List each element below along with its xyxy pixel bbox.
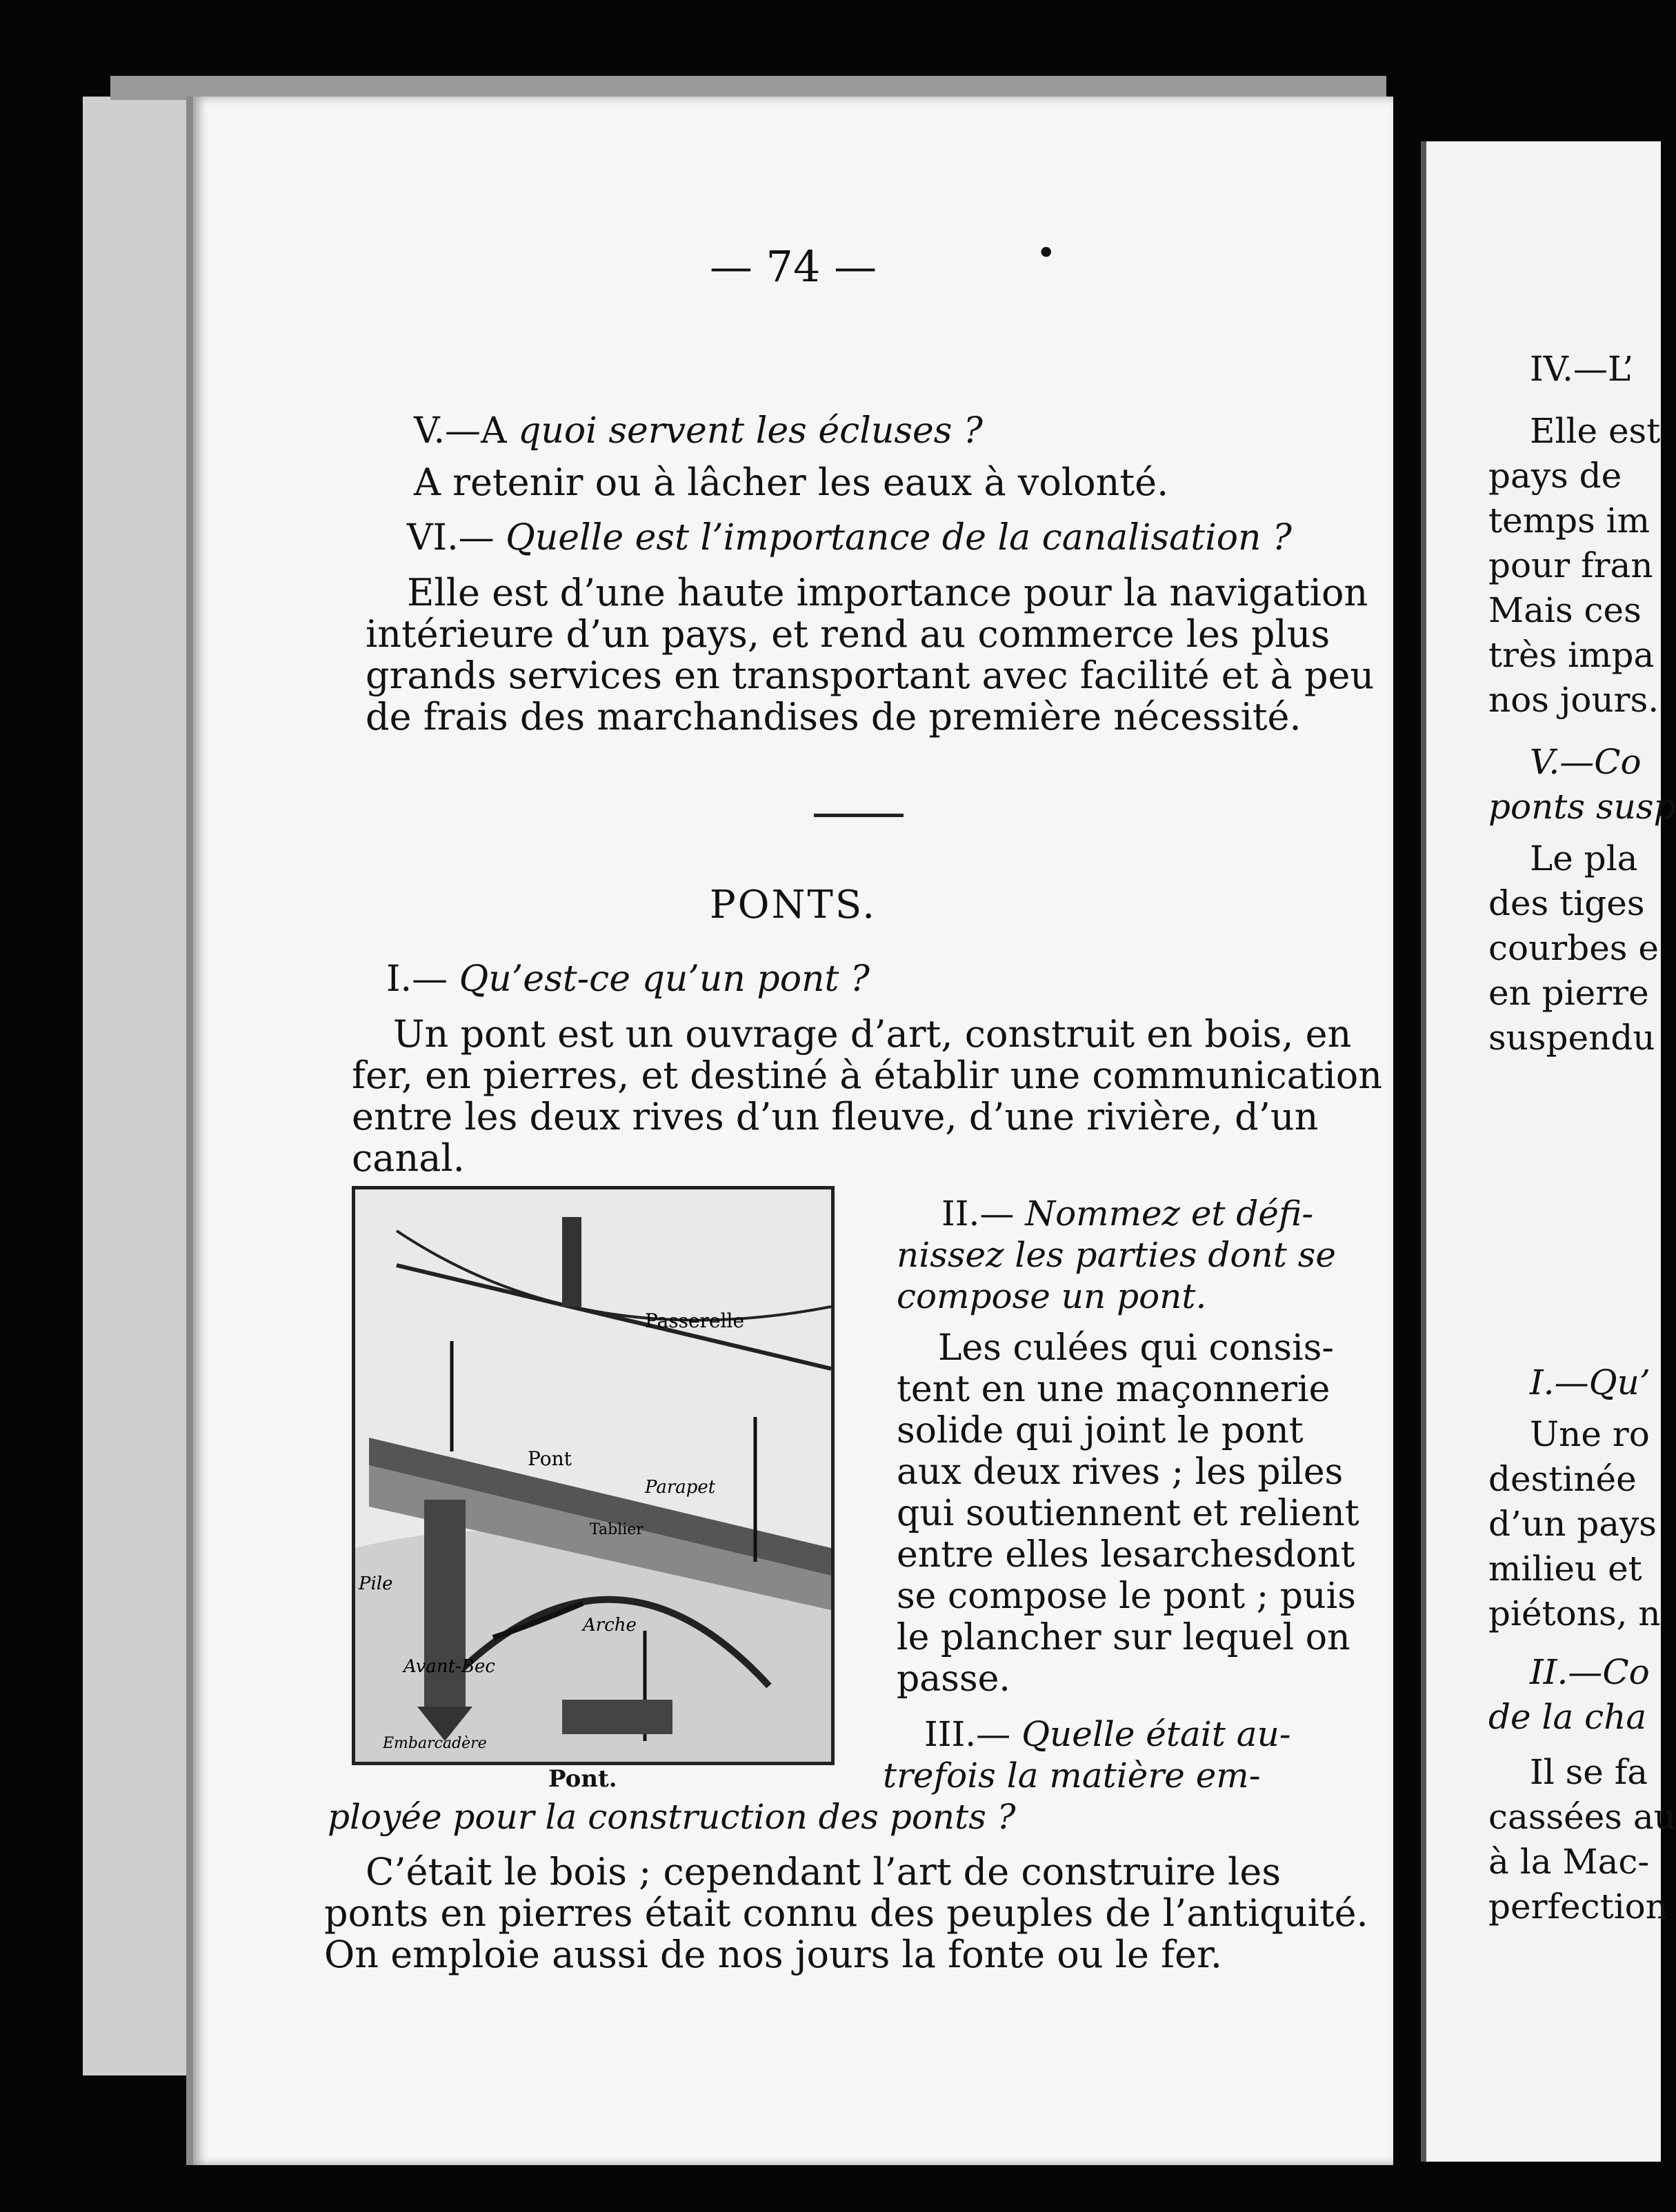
figure-label: Arche bbox=[583, 1615, 637, 1636]
bridge-answer-3-line: On emploie aussi de nos jours la fonte ou le fer. bbox=[324, 1933, 1223, 1976]
bridge-question-3-line bbox=[328, 1796, 1016, 1838]
right-line: nos jours. bbox=[1488, 680, 1659, 720]
page-dot: • bbox=[1036, 233, 1057, 273]
figure-label: Pont bbox=[528, 1447, 572, 1470]
figure-label: Pile bbox=[359, 1573, 393, 1594]
answer-6-line: intérieure d’un pays, et rend au commerce les plus bbox=[366, 612, 1330, 656]
right-line: pour fran bbox=[1488, 545, 1653, 585]
right-line: IV.—L’ bbox=[1530, 349, 1634, 389]
bridge-question-2-text: Nommez et défi- bbox=[1025, 1194, 1314, 1234]
right-line: à la Mac- bbox=[1488, 1842, 1650, 1882]
bridge-answer-2-line: entre elles lesarchesdont bbox=[897, 1534, 1355, 1576]
right-line: Elle est bbox=[1530, 411, 1661, 451]
bridge-question-3-number: III.— bbox=[924, 1714, 1011, 1754]
right-line: I.—Qu’ bbox=[1530, 1363, 1650, 1402]
bridge-question-3-line bbox=[924, 1713, 1291, 1755]
right-line: très impa bbox=[1488, 635, 1655, 675]
answer-6-line: de frais des marchandises de première nécessité. bbox=[366, 695, 1301, 738]
bridge-question-2-line bbox=[897, 1234, 1336, 1276]
right-line: Il se fa bbox=[1530, 1752, 1648, 1792]
bridge-question-2-line bbox=[897, 1276, 1206, 1317]
right-line: perfection bbox=[1488, 1887, 1668, 1927]
bridge-question-2-number: II.— bbox=[941, 1194, 1015, 1234]
bridge-answer-1-line: canal. bbox=[352, 1136, 465, 1180]
question-6 bbox=[407, 517, 1292, 559]
bridge-answer-2-line: tent en une maçonnerie bbox=[897, 1369, 1330, 1410]
right-line: des tiges bbox=[1488, 883, 1645, 923]
book-edge-left bbox=[83, 97, 186, 2075]
right-line: suspendu bbox=[1488, 1018, 1655, 1058]
right-line: Le pla bbox=[1530, 838, 1638, 878]
bridge-answer-1-line: Un pont est un ouvrage d’art, construit en bois, en bbox=[393, 1012, 1352, 1056]
bridge-question-3-text: Quelle était au- bbox=[1021, 1714, 1291, 1754]
question-5 bbox=[414, 410, 983, 452]
right-line: temps im bbox=[1488, 501, 1650, 541]
bridge-question-1-number: I.— bbox=[386, 958, 448, 1000]
figure-label: Passerelle bbox=[645, 1309, 745, 1332]
bridge-answer-3-line: C’était le bois ; cependant l’art de construire les bbox=[366, 1850, 1281, 1893]
left-page bbox=[186, 97, 1393, 2165]
right-line: ponts susp bbox=[1488, 787, 1676, 827]
page-number: — 74 — bbox=[709, 241, 877, 292]
bridge-answer-2-line: se compose le pont ; puis bbox=[897, 1576, 1356, 1617]
right-line: destinée bbox=[1488, 1459, 1637, 1499]
right-line: piétons, n bbox=[1488, 1593, 1661, 1633]
section-title: PONTS. bbox=[709, 883, 877, 927]
figure-label: Parapet bbox=[645, 1477, 716, 1498]
bridge-question-2-line bbox=[941, 1193, 1313, 1234]
right-line: Mais ces bbox=[1488, 590, 1642, 630]
bridge-question-1-text: Qu’est-ce qu’un pont ? bbox=[459, 958, 870, 1000]
bridge-answer-2-line: aux deux rives ; les piles bbox=[897, 1451, 1344, 1493]
answer-6-line: Elle est d’une haute importance pour la navigation bbox=[407, 571, 1368, 614]
question-6-number: VI.— bbox=[407, 517, 495, 559]
right-line: courbes e bbox=[1488, 928, 1659, 968]
right-line: V.—Co bbox=[1530, 742, 1642, 782]
figure-caption: Pont. bbox=[548, 1765, 617, 1793]
bridge-answer-2-line: passe. bbox=[897, 1658, 1010, 1700]
bridge-question-2-text: compose un pont. bbox=[897, 1276, 1207, 1316]
right-page-fragment bbox=[1421, 141, 1676, 2162]
right-line: cassées au bbox=[1488, 1797, 1676, 1837]
right-line: de la cha bbox=[1488, 1697, 1647, 1737]
right-line: d’un pays bbox=[1488, 1504, 1657, 1544]
bridge-engraving bbox=[355, 1189, 831, 1762]
bridge-answer-2-line: le plancher sur lequel on bbox=[897, 1617, 1350, 1658]
figure-label: Tablier bbox=[590, 1521, 644, 1538]
figure-label: Avant-Bec bbox=[403, 1656, 495, 1677]
bridge-question-2-text: nissez les parties dont se bbox=[897, 1235, 1336, 1275]
figure-label: Embarcadère bbox=[383, 1735, 487, 1752]
question-5-text: quoi servent les écluses ? bbox=[518, 410, 983, 452]
right-line: Une ro bbox=[1530, 1414, 1650, 1454]
right-line: milieu et bbox=[1488, 1549, 1642, 1589]
right-line: en pierre bbox=[1488, 973, 1649, 1013]
question-5-number: V.—A bbox=[414, 410, 507, 452]
question-6-text: Quelle est l’importance de la canalisation ? bbox=[506, 517, 1292, 559]
bridge-answer-2-line: Les culées qui consis- bbox=[938, 1327, 1334, 1369]
answer-6-line: grands services en transportant avec facilité et à peu bbox=[366, 654, 1375, 697]
bridge-answer-2-line: solide qui joint le pont bbox=[897, 1410, 1304, 1451]
bridge-question-1 bbox=[386, 958, 870, 1000]
right-line: pays de bbox=[1488, 456, 1622, 496]
bridge-question-3-text: ployée pour la construction des ponts ? bbox=[328, 1797, 1016, 1837]
answer-5: A retenir ou à lâcher les eaux à volonté. bbox=[414, 461, 1169, 504]
bridge-answer-3-line: ponts en pierres était connu des peuples de l’antiquité. bbox=[324, 1891, 1368, 1935]
bridge-answer-1-line: fer, en pierres, et destiné à établir une communication bbox=[352, 1054, 1383, 1097]
bridge-answer-1-line: entre les deux rives d’un fleuve, d’une rivière, d’un bbox=[352, 1095, 1319, 1138]
bridge-question-3-text: trefois la matière em- bbox=[883, 1756, 1261, 1796]
right-line: II.—Co bbox=[1530, 1652, 1650, 1692]
bridge-question-3-line bbox=[883, 1755, 1261, 1796]
bridge-illustration bbox=[352, 1186, 835, 1765]
bridge-answer-2-line: qui soutiennent et relient bbox=[897, 1493, 1359, 1534]
section-separator bbox=[814, 814, 904, 817]
